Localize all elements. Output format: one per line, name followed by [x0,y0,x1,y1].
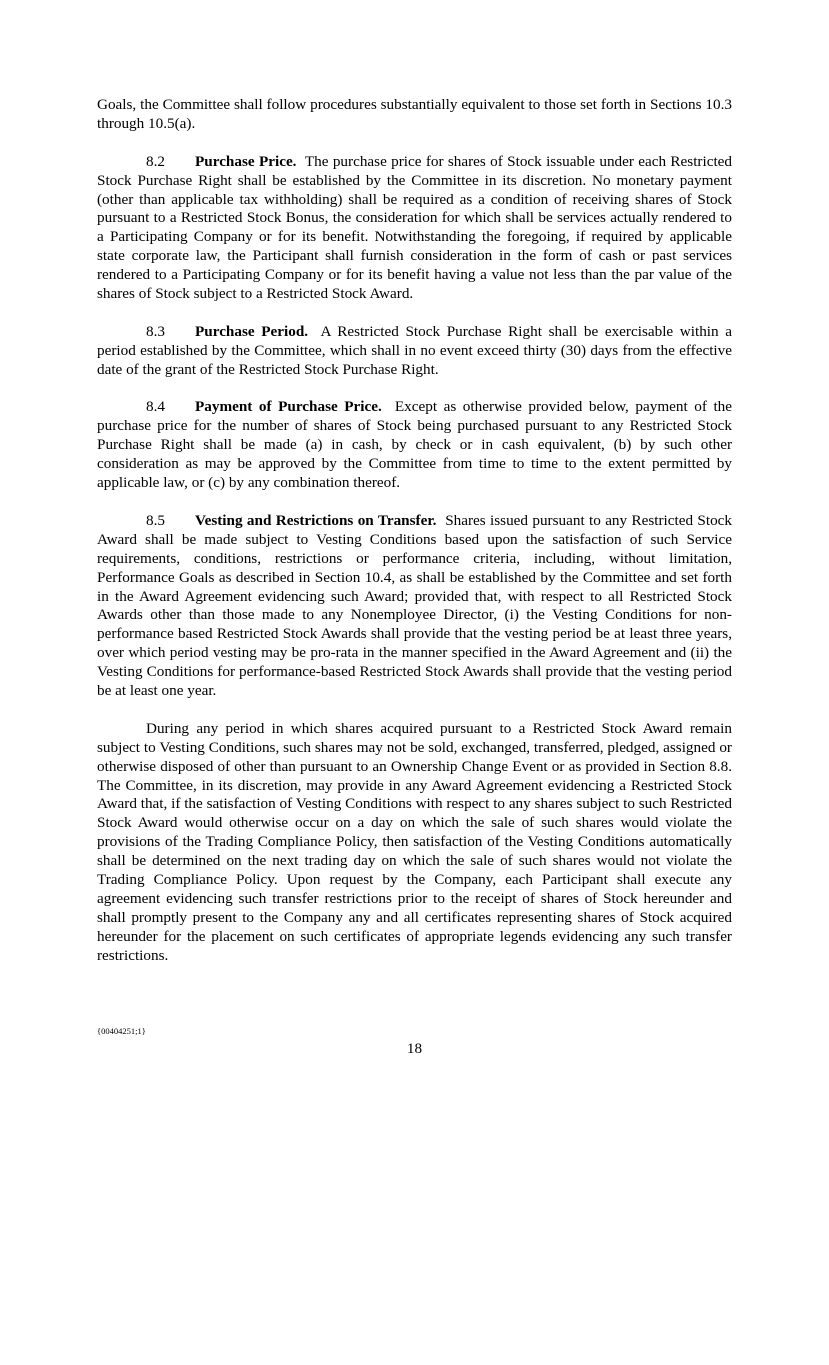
section-number: 8.5 [146,511,165,529]
section-body: Shares issued pursuant to any Restricted Stock Award shall be made subject to Vesting Conditions based upon the satisfaction of such Service requirements, conditions, restrictions or performance criteria, including, without limitation, Performance Goals as described in Section 10.4, as shall be established by the Committee and set forth in the Award Agreement evidencing such Award; provided that, with respect to all Restricted Stock Awards other than those made to any Nonemployee Director, (i) the Vesting Conditions for non-performance based Restricted Stock Awards shall provide that the vesting period be at least three years, over which period vesting may be pro-rata in the manner specified in the Award Agreement and (ii) the Vesting Conditions for performance-based Restricted Stock Awards shall provide that the vesting period be at least one year. [97,511,732,700]
paragraph-gap [97,380,732,399]
continuation-paragraph: Goals, the Committee shall follow procedures substantially equivalent to those set forth in Sections 10.3 through 10.5(a). [97,96,732,132]
paragraph-gap [97,493,732,512]
document-body [97,96,732,966]
document-id: {00404251;1} [97,1026,146,1036]
section-number: 8.2 [146,152,165,170]
section-heading: Payment of Purchase Price. [195,398,382,416]
section-number: 8.3 [146,322,165,340]
section-8-5-continuation: During any period in which shares acquired pursuant to a Restricted Stock Award remain subject to Vesting Conditions, such shares may not be sold, exchanged, transferred, pledged, assigned or otherwise disposed of other than pursuant to an Ownership Change Event or as provided in Section 8.8. The Committee, in its discretion, may provide in any Award Agreement evidencing a Restricted Stock Award that, if the satisfaction of Vesting Conditions with respect to any shares subject to such Restricted Stock Award would otherwise occur on a day on which the sale of such shares would violate the provisions of the Trading Compliance Policy, then satisfaction of the Vesting Conditions automatically shall be determined on the next trading day on which the sale of such shares would not violate the Trading Compliance Policy. Upon request by the Company, each Participant shall execute any agreement evidencing such transfer restrictions prior to the receipt of shares of Stock hereunder and shall promptly present to the Company any and all certificates representing shares of Stock acquired hereunder for the placement on such certificates of appropriate legends evidencing any such transfer restrictions. [97,719,732,964]
page-number: 18 [406,1040,423,1057]
section-heading: Purchase Price. [195,152,297,170]
paragraph-gap [97,134,732,153]
section-body: A Restricted Stock Purchase Right shall be exercisable within a period established by the Committee, which shall in no event exceed thirty (30) days from the effective date of the grant of the Restricted Stock Purchase Right. [97,322,732,378]
section-8-3 [97,323,732,380]
section-8-4 [97,398,732,493]
section-heading: Purchase Period. [195,322,309,340]
section-8-2 [97,153,732,304]
paragraph-gap [97,701,732,720]
section-body: The purchase price for shares of Stock issuable under each Restricted Stock Purchase Right shall be established by the Committee in its discretion. No monetary payment (other than applicable tax withholding) shall be required as a condition of receiving shares of Stock pursuant to a Restricted Stock Bonus, the consideration for which shall be services actually rendered to a Participating Company or for its benefit. Notwithstanding the foregoing, if required by applicable state corporate law, the Participant shall furnish consideration in the form of cash or past services rendered to a Participating Company or for its benefit having a value not less than the par value of the shares of Stock subject to a Restricted Stock Award. [97,152,732,303]
section-8-5 [97,512,732,701]
section-body: Except as otherwise provided below, payment of the purchase price for the number of shares of Stock being purchased pursuant to any Restricted Stock Purchase Right shall be made (a) in cash, by check or in cash equivalent, (b) by such other consideration as may be approved by the Committee from time to time to the extent permitted by applicable law, or (c) by any combination thereof. [97,398,732,492]
section-heading: Vesting and Restrictions on Transfer. [195,511,437,529]
section-number: 8.4 [146,398,165,416]
paragraph-gap [97,304,732,323]
